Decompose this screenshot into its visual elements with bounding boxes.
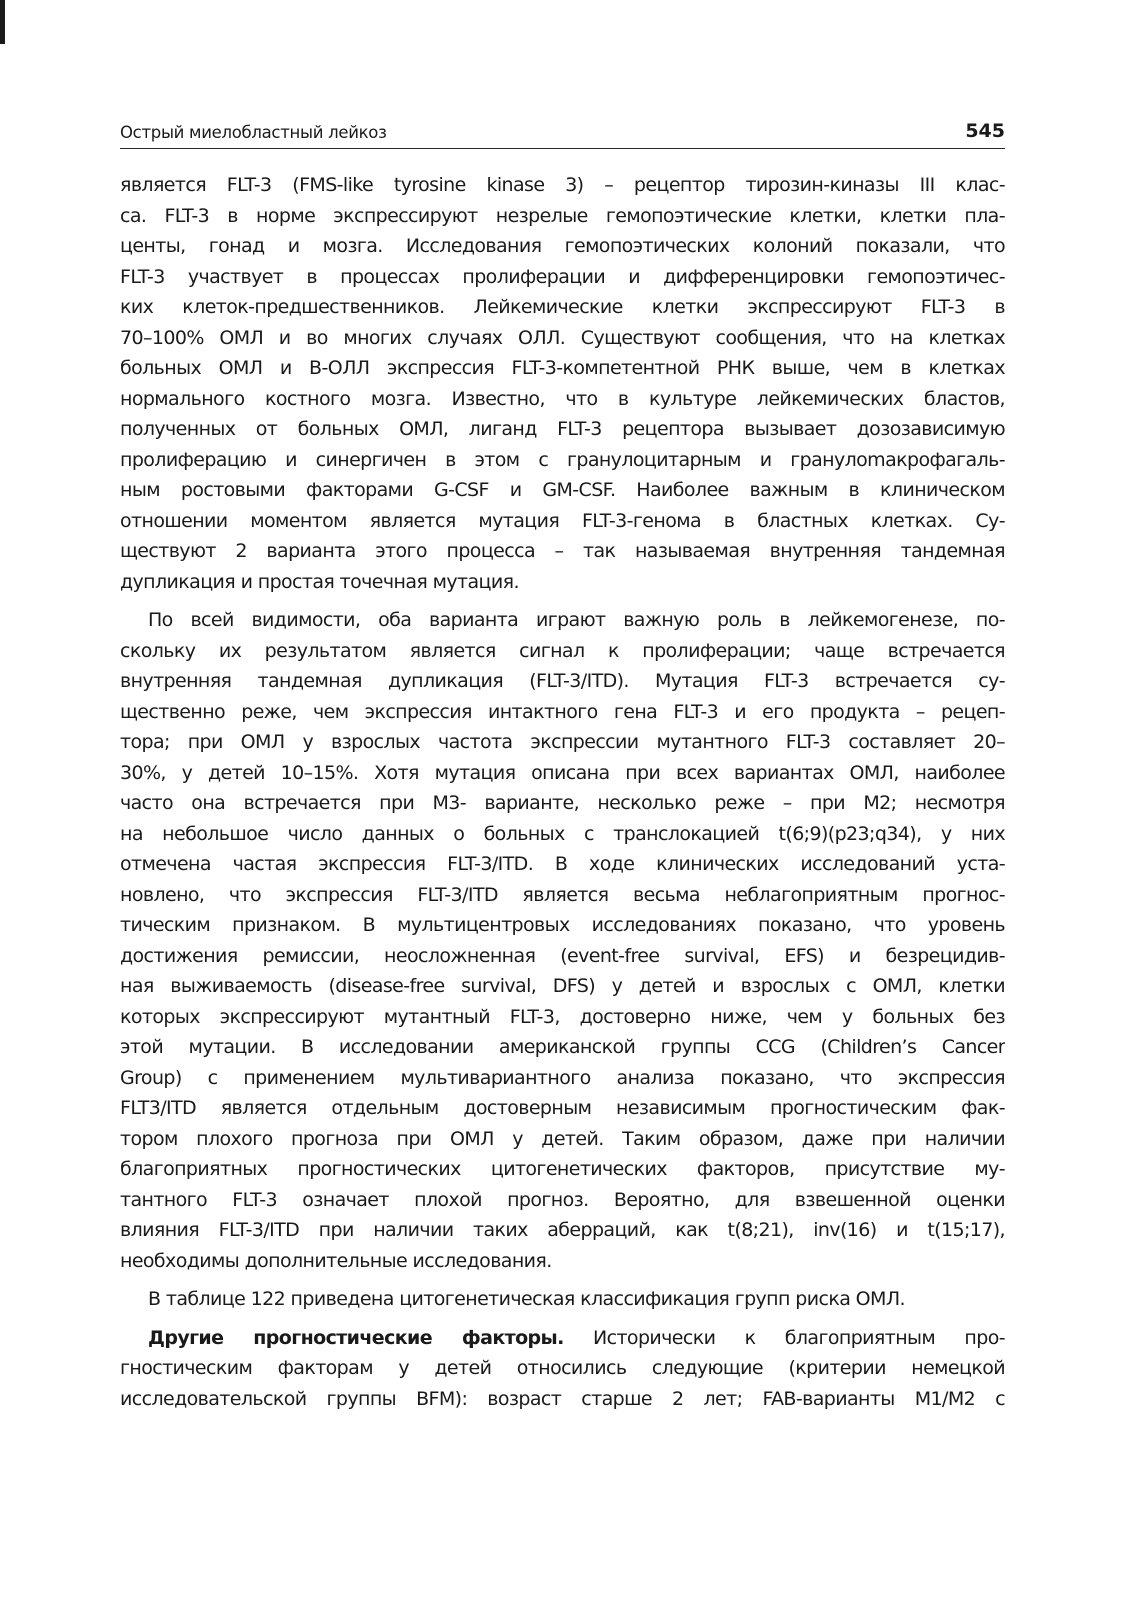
running-header <box>120 116 1005 149</box>
text-line: ких клеток-предшественников. Лейкемические клетки экспрессируют FLT-3 в <box>120 296 1005 318</box>
text-line: тантного FLT-3 означает плохой прогноз. Вероятно, для взвешенной оценки <box>120 1188 1005 1211</box>
text-line: Group) с применением мультивариантного анализа показано, что экспрессия <box>120 1066 1005 1089</box>
text-line: дупликация и простая точечная мутация. <box>120 570 519 593</box>
text-line: скольку их результатом является сигнал к пролиферации; чаще встречается <box>120 639 1005 662</box>
text-line: ным ростовыми факторами G-CSF и GM-CSF. Наиболее важным в клиническом <box>120 479 1005 501</box>
text-line: 70–100% ОМЛ и во многих случаях ОЛЛ. Существуют сообщения, что на клетках <box>120 326 1005 349</box>
text-line: которых экспрессируют мутантный FLT-3, достоверно ниже, чем у больных без <box>120 1005 1005 1028</box>
text-line: ществуют 2 варианта этого процесса – так называемая внутренняя тандемная <box>120 540 1005 562</box>
paragraph-3 <box>120 1284 1005 1315</box>
paragraph-2 <box>120 605 1005 1276</box>
text-line: больных ОМЛ и В-ОЛЛ экспрессия FLT-3-компетентной РНК выше, чем в клетках <box>120 357 1005 379</box>
text-line: FLT3/ITD является отдельным достоверным независимым прогностическим фак- <box>120 1097 1005 1119</box>
text-line: FLT-3 участвует в процессах пролиферации и дифференцировки гемопоэтичес- <box>120 265 1005 288</box>
text-line: необходимы дополнительные исследования. <box>120 1249 552 1272</box>
text-line: са. FLT-3 в норме экспрессируют незрелые гемопоэтические клетки, клетки пла- <box>120 204 1005 227</box>
text-line-with-heading <box>120 1323 1005 1354</box>
text-line: полученных от больных ОМЛ, лиганд FLT-3 рецептора вызывает дозозависимую <box>120 418 1005 440</box>
text-line: По всей видимости, оба варианта играют важную роль в лейкемогенезе, по- <box>148 609 1005 631</box>
paragraph-1 <box>120 170 1005 597</box>
text-line: часто она встречается при М3- варианте, несколько реже – при М2; несмотря <box>120 792 1005 814</box>
text-line: является FLT-3 (FMS-like tyrosine kinase 3) – рецептор тирозин-киназы III клас- <box>120 174 1005 196</box>
text-line: пролиферацию и синергичен в этом с гранулоцитарным и гранулоmакрофагаль- <box>120 448 1005 471</box>
paragraph-4 <box>120 1323 1005 1415</box>
text-line: новлено, что экспрессия FLT-3/ITD является весьма неблагоприятным прогнос- <box>120 883 1005 906</box>
running-title: Острый миелобластный лейкоз <box>120 123 387 142</box>
text-line: гностическим факторам у детей относились следующие (критерии немецкой <box>120 1357 1005 1379</box>
body-text <box>120 170 1005 1414</box>
text-line: тором плохого прогноза при ОМЛ у детей. Таким образом, даже при наличии <box>120 1127 1005 1150</box>
text-line: на небольшое число данных о больных с транслокацией t(6;9)(p23;q34), у них <box>120 822 1005 845</box>
run-in-heading: Другие прогностические факторы. <box>148 1326 564 1349</box>
text-line: исследовательской группы BFM): возраст старше 2 лет; FAB-варианты М1/М2 с <box>120 1387 1005 1410</box>
text-line: тора; при ОМЛ у взрослых частота экспрессии мутантного FLT-3 составляет 20– <box>120 731 1005 753</box>
text-run: Исторически к благоприятным про- <box>563 1326 1005 1349</box>
text-line: центы, гонад и мозга. Исследования гемопоэтических колоний показали, что <box>120 235 1005 257</box>
text-line: внутренняя тандемная дупликация (FLT-3/ITD). Мутация FLT-3 встречается су- <box>120 670 1005 692</box>
text-line: ная выживаемость (disease-free survival, DFS) у детей и взрослых с ОМЛ, клетки <box>120 975 1005 997</box>
text-line: отмечена частая экспрессия FLT-3/ITD. В ходе клинических исследований уста- <box>120 853 1005 875</box>
page-number: 545 <box>965 120 1005 142</box>
text-line: нормального костного мозга. Известно, что в культуре лейкемических бластов, <box>120 387 1005 410</box>
text-line: тическим признаком. В мультицентровых исследованиях показано, что уровень <box>120 914 1005 936</box>
text-line: щественно реже, чем экспрессия интактного гена FLT-3 и его продукта – рецеп- <box>120 700 1005 723</box>
text-line: благоприятных прогностических цитогенетических факторов, присутствие му- <box>120 1158 1005 1180</box>
text-line: 30%, у детей 10–15%. Хотя мутация описана при всех вариантах ОМЛ, наиболее <box>120 761 1005 784</box>
text-line: В таблице 122 приведена цитогенетическая классификация групп риска ОМЛ. <box>148 1288 905 1310</box>
text-line: отношении моментом является мутация FLT-3-генома в бластных клетках. Су- <box>120 509 1005 532</box>
text-line: влияния FLT-3/ITD при наличии таких аберраций, как t(8;21), inv(16) и t(15;17), <box>120 1219 1005 1241</box>
text-line: достижения ремиссии, неосложненная (event-free survival, EFS) и безрецидив- <box>120 944 1005 967</box>
scan-edge-mark <box>0 0 5 44</box>
text-line: этой мутации. В исследовании американской группы CCG (Children’s Cancer <box>120 1036 1005 1058</box>
